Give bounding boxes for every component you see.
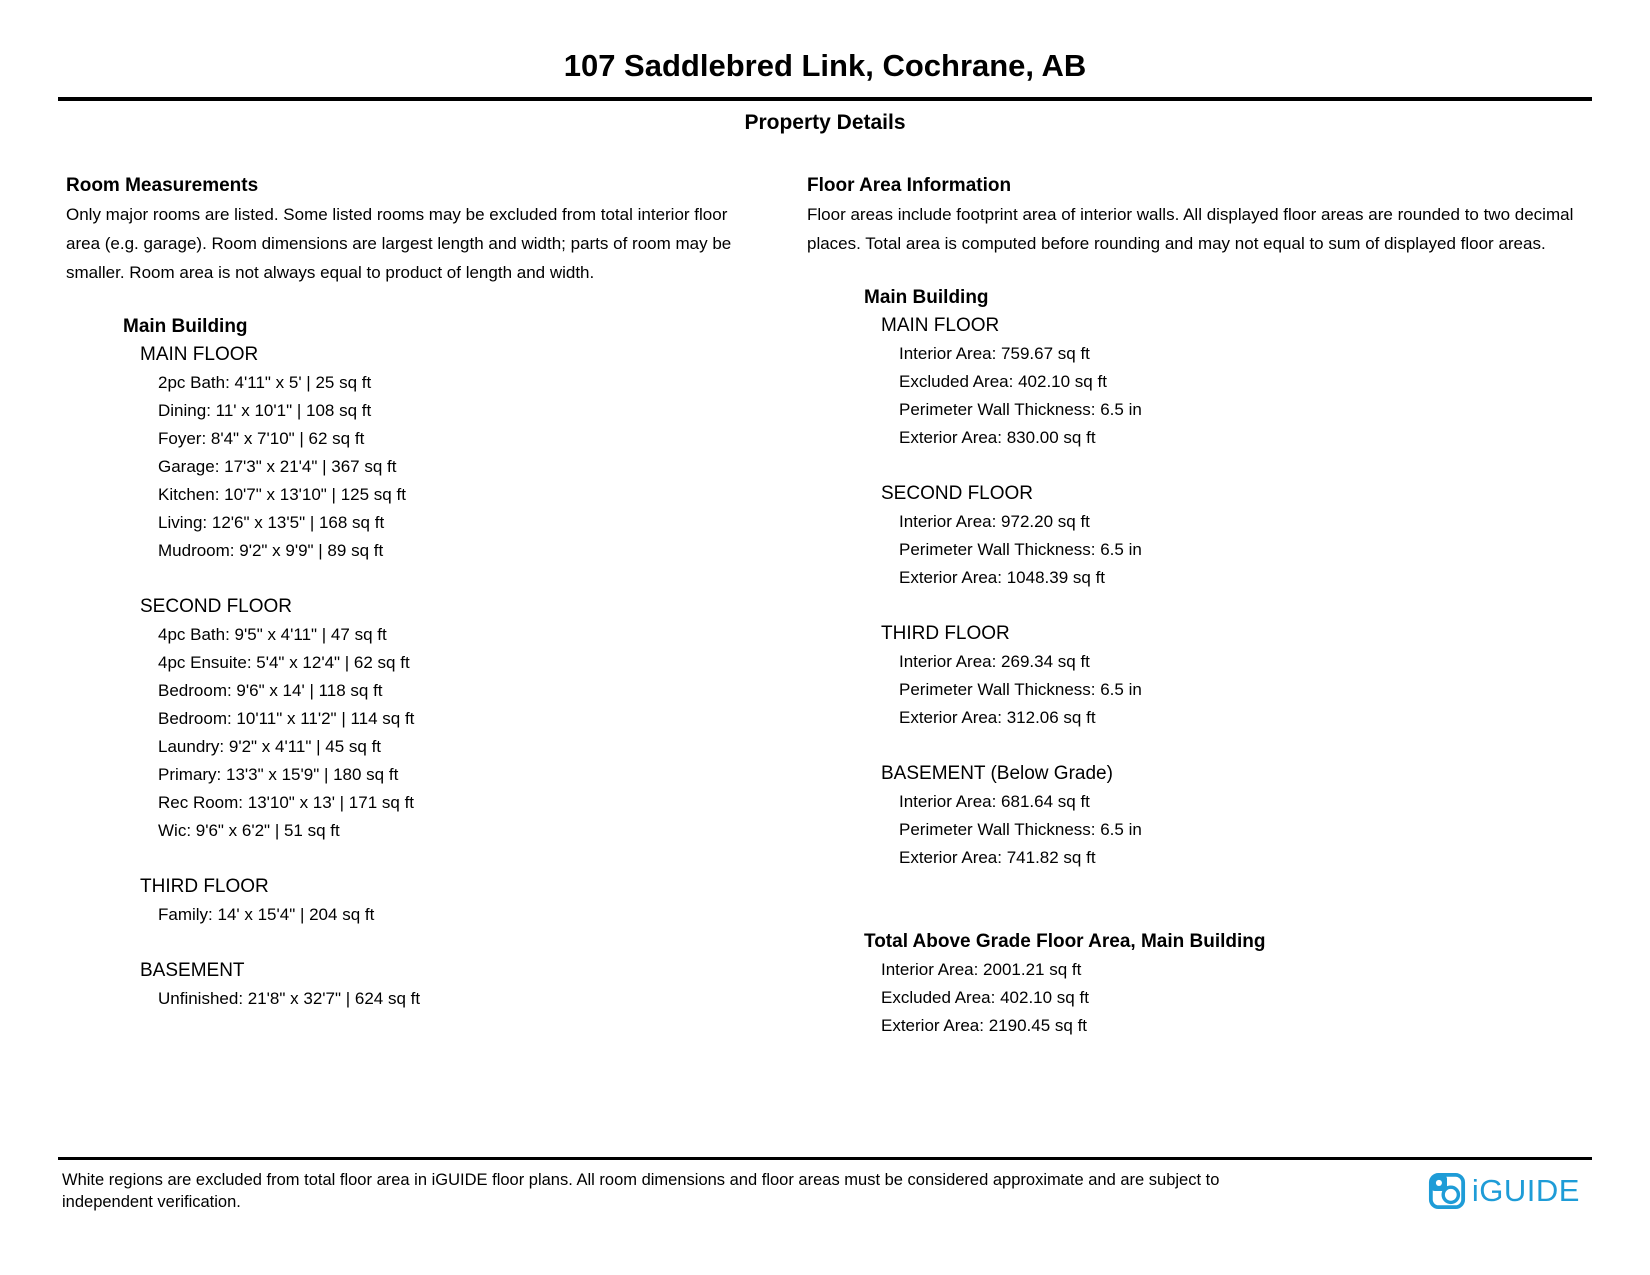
room-line: Primary: 13'3" x 15'9" | 180 sq ft — [158, 765, 399, 784]
area-stat-line: Exterior Area: 312.06 sq ft — [899, 708, 1096, 727]
building-name: Main Building — [123, 316, 248, 337]
room-line: Family: 14' x 15'4" | 204 sq ft — [158, 905, 375, 924]
area-stat-line: Interior Area: 269.34 sq ft — [899, 652, 1090, 671]
floor-name: BASEMENT (Below Grade) — [881, 763, 1113, 784]
page-header — [58, 0, 1592, 136]
room-line: Mudroom: 9'2" x 9'9" | 89 sq ft — [158, 541, 384, 560]
total-stat-line: Interior Area: 2001.21 sq ft — [881, 960, 1082, 979]
area-block-main-floor — [807, 312, 1582, 452]
area-stat-line: Excluded Area: 402.10 sq ft — [899, 372, 1107, 391]
footer-divider — [58, 1157, 1592, 1160]
room-line: Bedroom: 10'11" x 11'2" | 114 sq ft — [158, 709, 415, 728]
total-stat-line: Exterior Area: 2190.45 sq ft — [881, 1016, 1088, 1035]
total-above-grade-block — [807, 928, 1582, 1040]
floor-name: BASEMENT — [140, 960, 245, 981]
page-title: 107 Saddlebred Link, Cochrane, AB — [563, 48, 1087, 83]
area-stat-line: Exterior Area: 741.82 sq ft — [899, 848, 1096, 867]
room-line: Wic: 9'6" x 6'2" | 51 sq ft — [158, 821, 340, 840]
room-line: Laundry: 9'2" x 4'11" | 45 sq ft — [158, 737, 382, 756]
room-measurements-section — [58, 172, 807, 1040]
room-line: 4pc Ensuite: 5'4" x 12'4" | 62 sq ft — [158, 653, 410, 672]
area-stat-line: Exterior Area: 830.00 sq ft — [899, 428, 1096, 447]
room-line: 2pc Bath: 4'11" x 5' | 25 sq ft — [158, 373, 372, 392]
room-line: Dining: 11' x 10'1" | 108 sq ft — [158, 401, 372, 420]
floor-name: THIRD FLOOR — [140, 876, 269, 897]
room-line: Living: 12'6" x 13'5" | 168 sq ft — [158, 513, 385, 532]
room-line: Garage: 17'3" x 21'4" | 367 sq ft — [158, 457, 397, 476]
area-stat-line: Perimeter Wall Thickness: 6.5 in — [899, 540, 1142, 559]
floor-name: THIRD FLOOR — [881, 623, 1010, 644]
area-stat-line: Exterior Area: 1048.39 sq ft — [899, 568, 1106, 587]
footer-disclaimer: White regions are excluded from total floor area in iGUIDE floor plans. All room dimensions and floor areas must be considered approximate and are subject to independent verification. — [62, 1171, 1220, 1211]
room-line: 4pc Bath: 9'5" x 4'11" | 47 sq ft — [158, 625, 387, 644]
floor-area-section — [807, 172, 1592, 1040]
floor-name: MAIN FLOOR — [881, 315, 1000, 336]
floor-area-heading: Floor Area Information — [807, 175, 1012, 196]
total-above-grade-heading: Total Above Grade Floor Area, Main Building — [864, 931, 1266, 952]
area-stat-line: Perimeter Wall Thickness: 6.5 in — [899, 400, 1142, 419]
total-stat-line: Excluded Area: 402.10 sq ft — [881, 988, 1089, 1007]
area-block-second-floor — [807, 480, 1582, 592]
area-stat-line: Interior Area: 681.64 sq ft — [899, 792, 1090, 811]
floor-name: SECOND FLOOR — [140, 596, 293, 617]
room-line: Unfinished: 21'8" x 32'7" | 624 sq ft — [158, 989, 421, 1008]
room-measurements-description: Only major rooms are listed. Some listed rooms may be excluded from total interior floor area (e.g. garage). Room dimensions are largest length and width; parts of room may be smaller. Room area is not always equal to product of length and width. — [66, 205, 732, 282]
building-name: Main Building — [864, 287, 989, 308]
area-block-third-floor — [807, 620, 1582, 732]
floor-block-third-floor — [66, 873, 763, 929]
content-columns — [58, 172, 1592, 1040]
area-stat-line: Perimeter Wall Thickness: 6.5 in — [899, 680, 1142, 699]
room-line: Rec Room: 13'10" x 13' | 171 sq ft — [158, 793, 415, 812]
area-stat-line: Interior Area: 759.67 sq ft — [899, 344, 1090, 363]
iguide-logo-text: iGUIDE — [1471, 1173, 1580, 1208]
page-subtitle: Property Details — [744, 111, 906, 134]
page-footer — [58, 1157, 1592, 1275]
floor-name: MAIN FLOOR — [140, 344, 259, 365]
header-divider — [58, 97, 1592, 101]
area-block-basement — [807, 760, 1582, 872]
floor-name: SECOND FLOOR — [881, 483, 1034, 504]
floor-area-description: Floor areas include footprint area of interior walls. All displayed floor areas are rounded to two decimal places. Total area is computed before rounding and may not equal to sum of displayed floor areas. — [807, 205, 1574, 253]
floor-block-basement — [66, 957, 763, 1013]
floor-block-second-floor — [66, 593, 763, 845]
room-measurements-heading: Room Measurements — [66, 175, 259, 196]
area-stat-line: Perimeter Wall Thickness: 6.5 in — [899, 820, 1142, 839]
room-line: Bedroom: 9'6" x 14' | 118 sq ft — [158, 681, 383, 700]
room-line: Kitchen: 10'7" x 13'10" | 125 sq ft — [158, 485, 406, 504]
floor-block-main-floor — [66, 341, 763, 565]
iguide-logo-icon — [1428, 1172, 1466, 1210]
area-stat-line: Interior Area: 972.20 sq ft — [899, 512, 1090, 531]
room-line: Foyer: 8'4" x 7'10" | 62 sq ft — [158, 429, 365, 448]
iguide-logo — [1428, 1172, 1580, 1210]
